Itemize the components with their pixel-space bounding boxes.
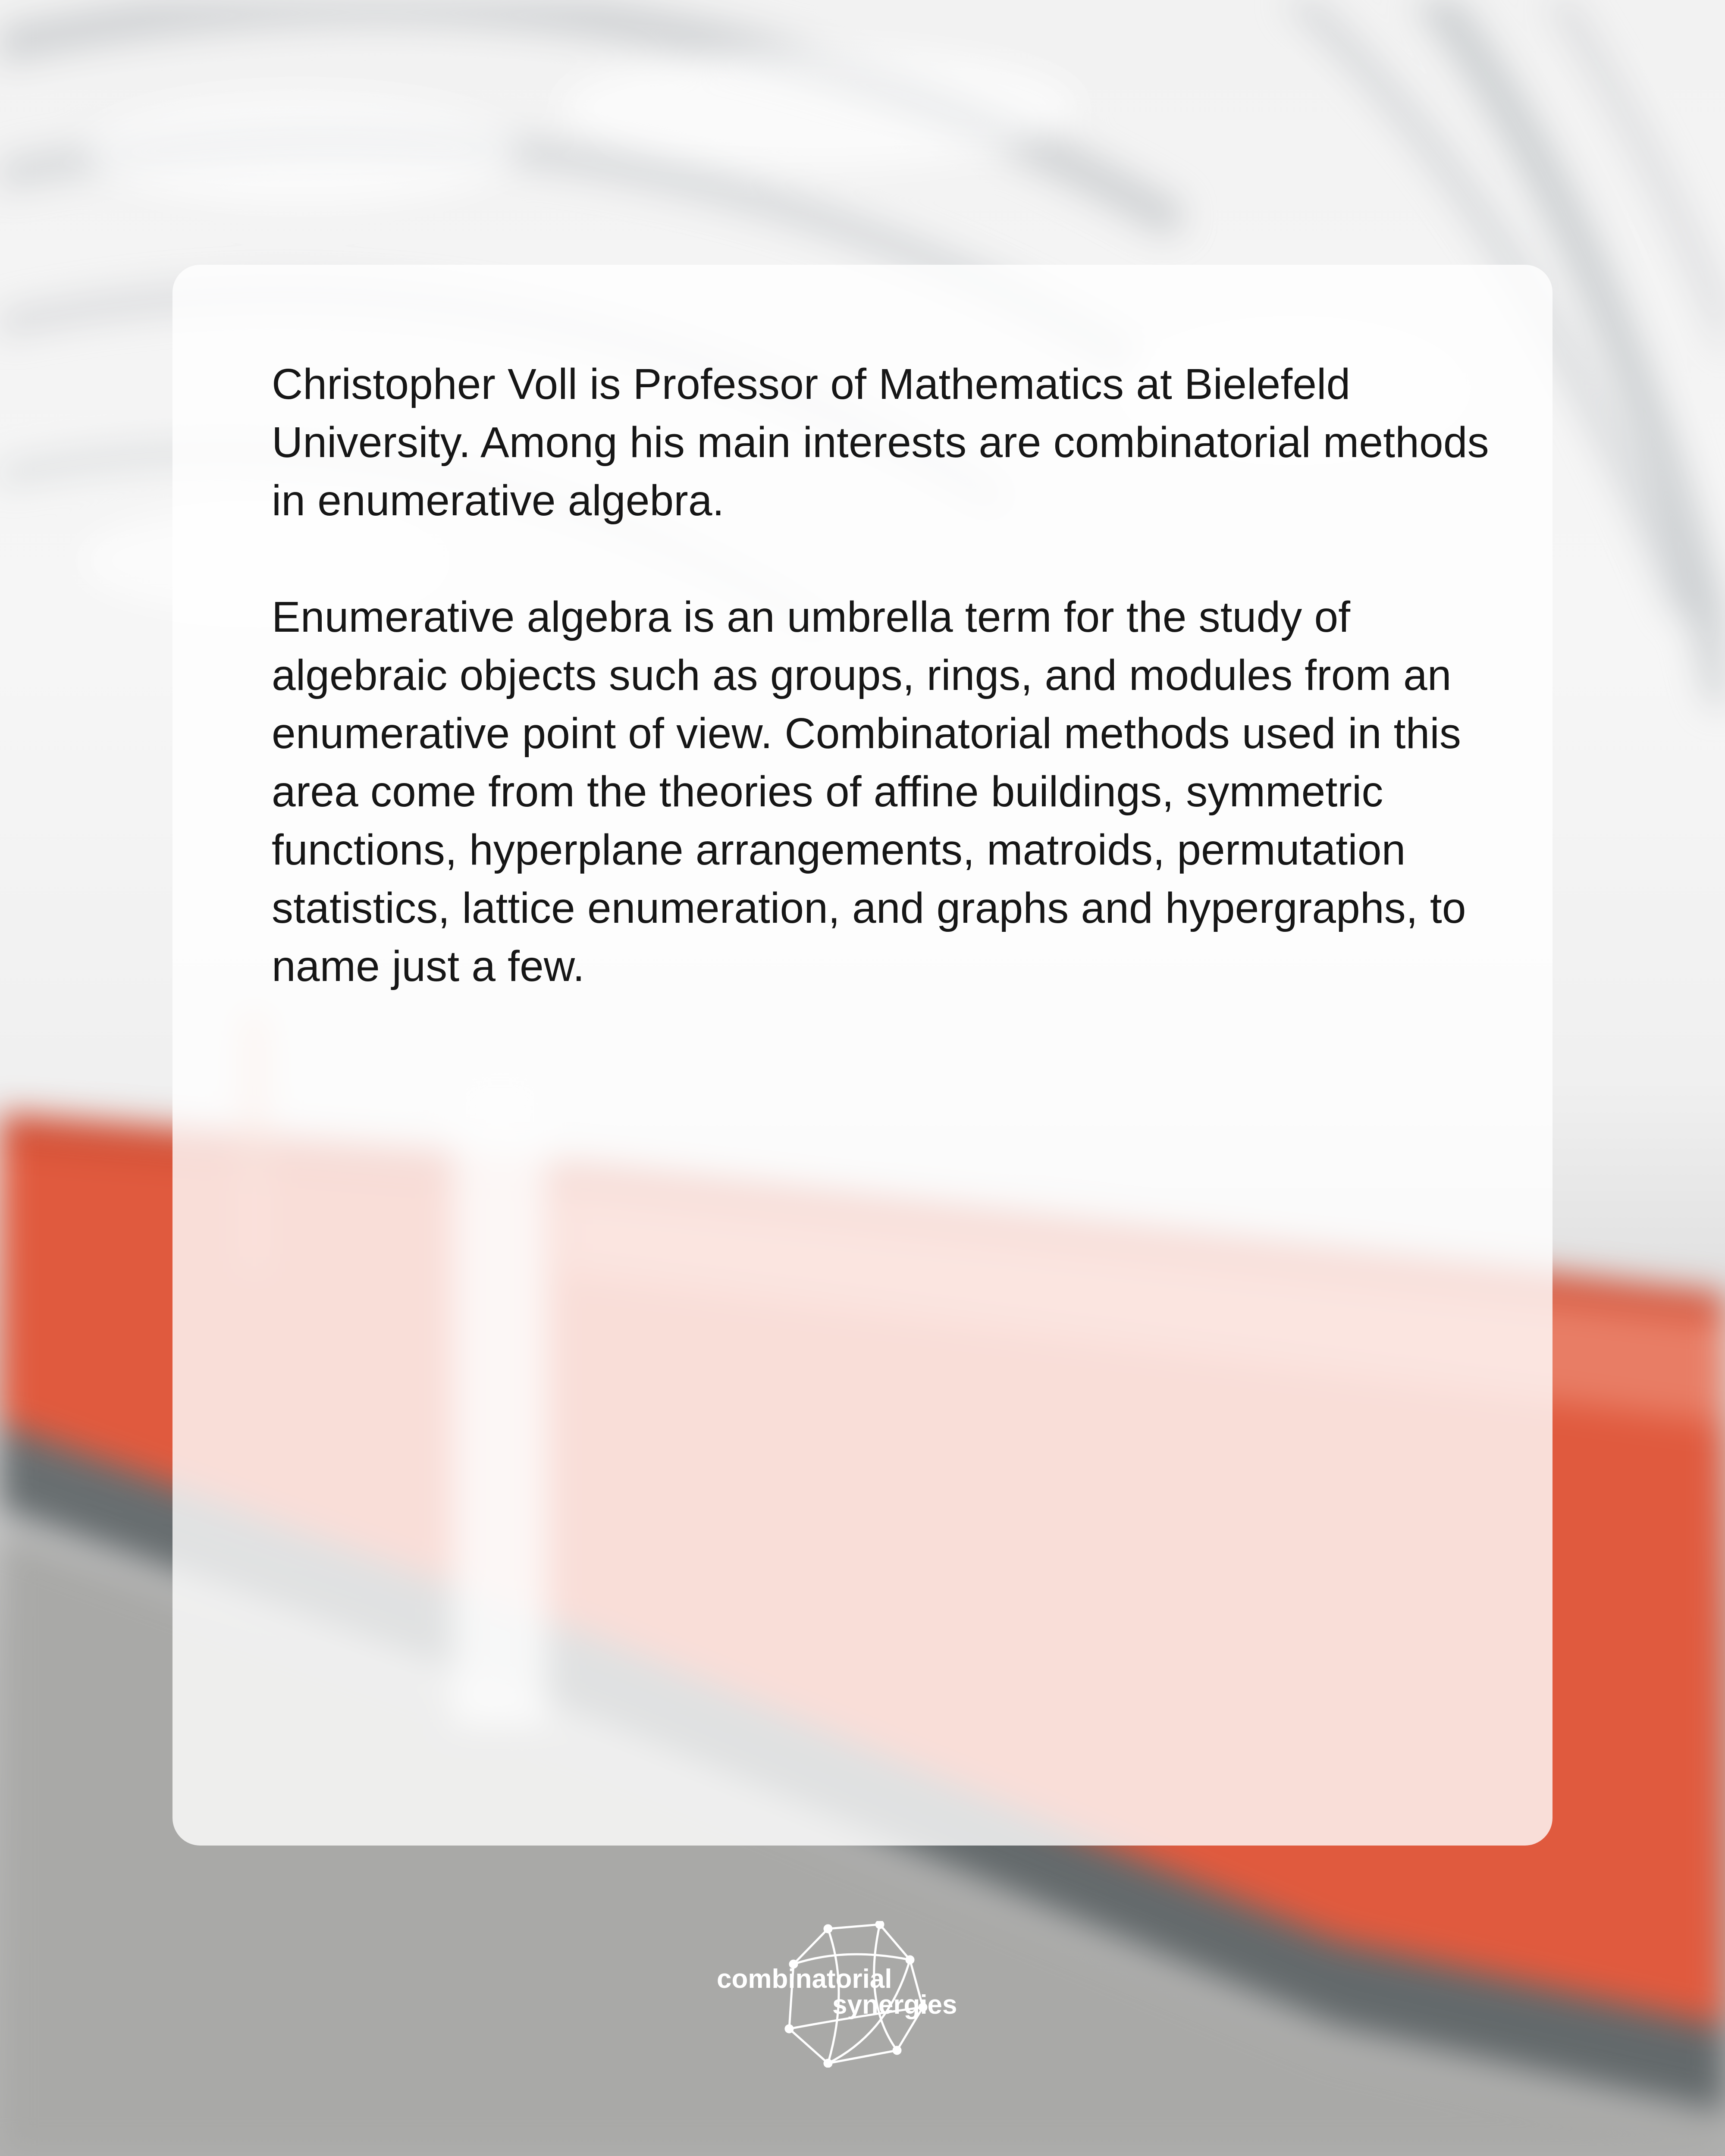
logo-graph-icon — [707, 1921, 1018, 2068]
bio-card — [172, 265, 1552, 1846]
bio-paragraph: Christopher Voll is Professor of Mathematics at Bielefeld University. Among his main interests are combinatorial methods in enumerative algebra. — [272, 360, 1489, 525]
combinatorial-synergies-logo — [707, 1921, 1018, 2068]
logo-text-line2: synergies — [832, 1990, 957, 2020]
topic-paragraph: Enumerative algebra is an umbrella term for the study of algebraic objects such as groups, rings, and modules from an enumerative point of view. Combinatorial methods used in this area come from the theories of affine buildings, symmetric functions, hyperplane arrangements, matroids, permutation statistics, lattice enumeration, and graphs and hypergraphs, to name just a few. — [272, 593, 1466, 990]
logo-text-line1: combinatorial — [717, 1964, 892, 1994]
